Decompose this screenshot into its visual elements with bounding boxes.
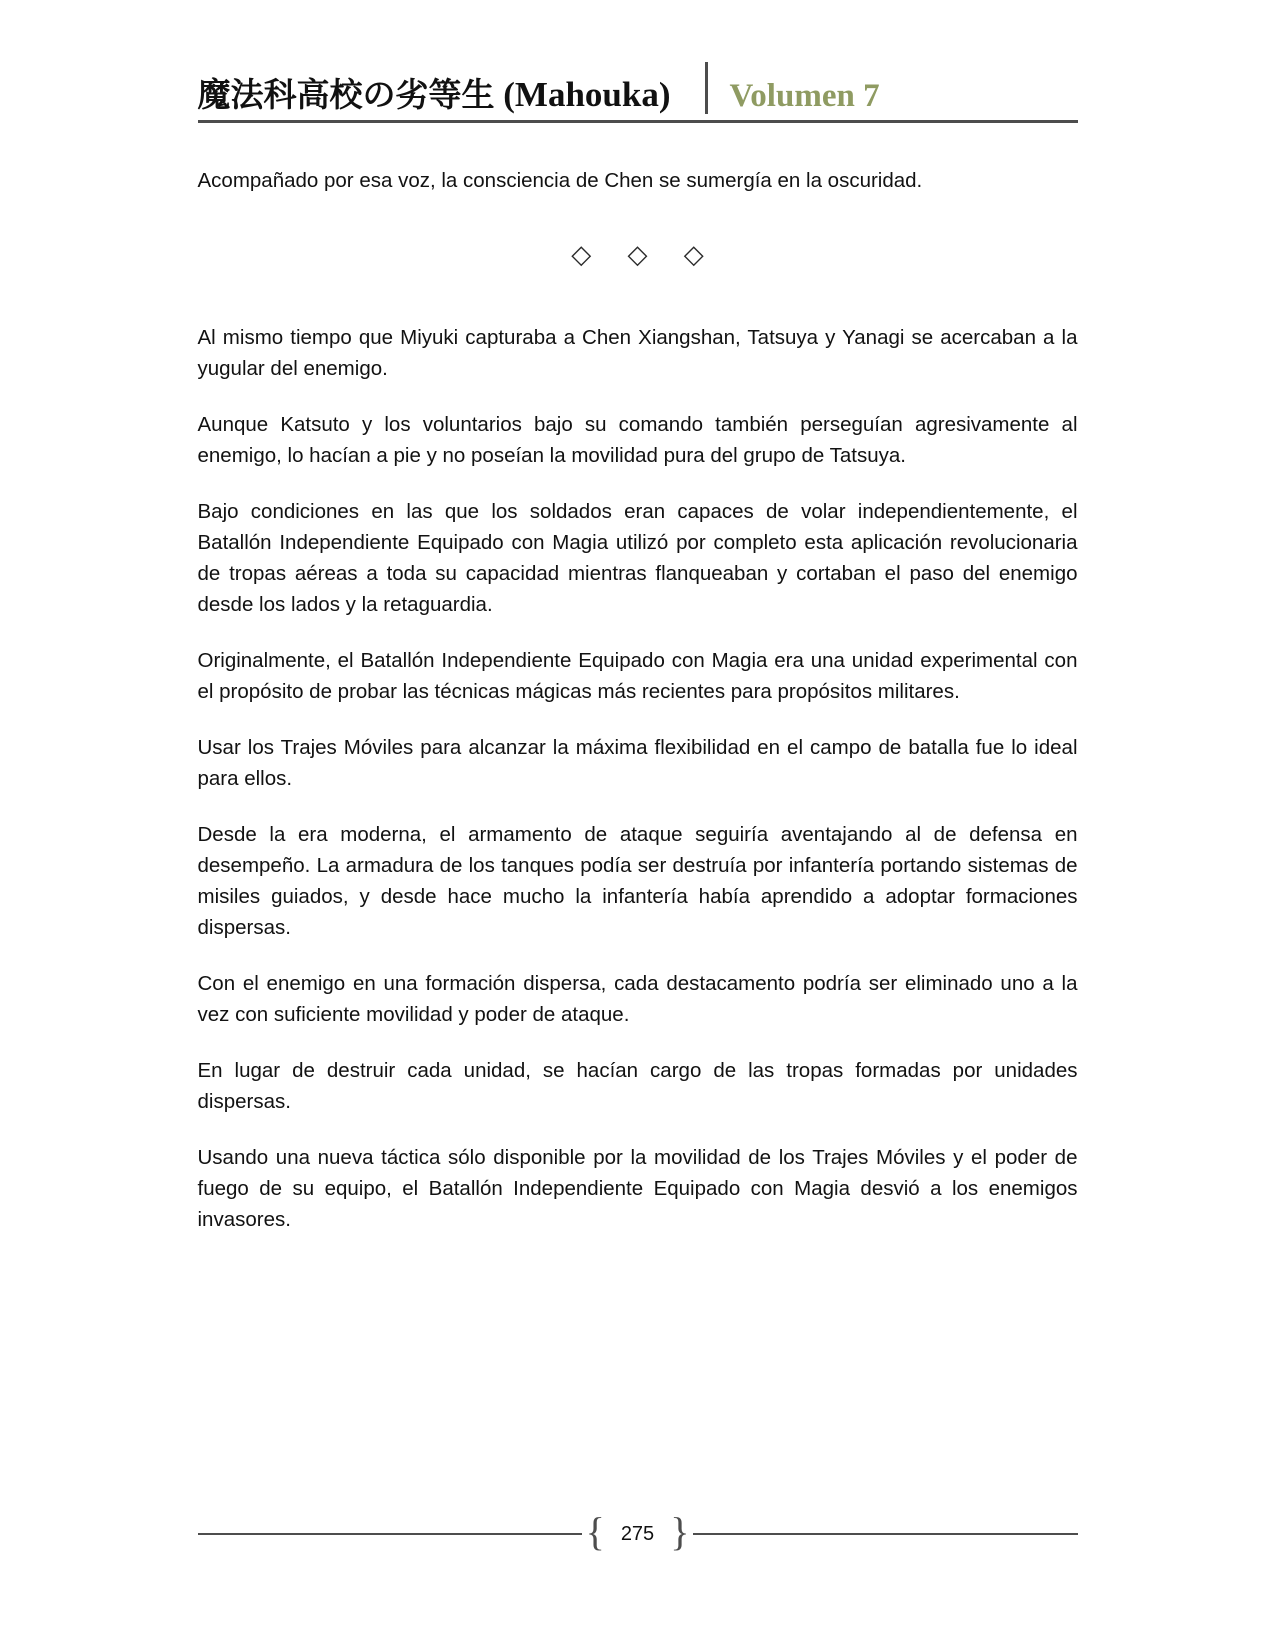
paragraph: En lugar de destruir cada unidad, se hacían cargo de las tropas formadas por unidades dispersas. bbox=[197, 1059, 1078, 1113]
page-header-row bbox=[198, 62, 1078, 123]
book-title-japanese: 魔法科高校の劣等生 bbox=[197, 74, 495, 114]
footer-rule-left bbox=[198, 1533, 582, 1535]
brace-right-icon: } bbox=[670, 1509, 690, 1554]
paragraph: Al mismo tiempo que Miyuki capturaba a Chen Xiangshan, Tatsuya y Yanagi se acercaban a la yugular del enemigo. bbox=[197, 326, 1078, 380]
scene-divider: ◇ ◇ ◇ bbox=[571, 240, 718, 270]
page-number: 275 bbox=[620, 1522, 655, 1545]
paragraph: Usar los Trajes Móviles para alcanzar la máxima flexibilidad en el campo de batalla fue lo ideal para ellos. bbox=[197, 736, 1078, 790]
page-footer bbox=[198, 1509, 1078, 1554]
paragraph: Usando una nueva táctica sólo disponible por la movilidad de los Trajes Móviles y el poder de fuego de su equipo, el Batallón Independiente Equipado con Magia desvió a los enemigos invasores. bbox=[197, 1146, 1078, 1231]
paragraph: Acompañado por esa voz, la consciencia de Chen se sumergía en la oscuridad. bbox=[197, 169, 923, 192]
page-header bbox=[198, 0, 1078, 123]
page-number-group bbox=[582, 1509, 694, 1554]
volume-label: Volumen 7 bbox=[729, 77, 880, 114]
brace-left-icon: { bbox=[585, 1509, 605, 1554]
paragraph: Originalmente, el Batallón Independiente Equipado con Magia era una unidad experimental con el propósito de probar las técnicas mágicas más recientes para propósitos militares. bbox=[197, 649, 1078, 703]
footer-rule-right bbox=[693, 1533, 1077, 1535]
paragraph: Bajo condiciones en las que los soldados eran capaces de volar independientemente, el Batallón Independiente Equipado con Magia utilizó por completo esta aplicación revolucionaria de tropas aéreas a toda su capacidad mientras flanqueaban y cortaban el paso del enemigo desde los lados y la retaguardia. bbox=[197, 500, 1078, 616]
paragraph: Con el enemigo en una formación dispersa, cada destacamento podría ser eliminado uno a la vez con suficiente movilidad y poder de ataque. bbox=[197, 972, 1078, 1026]
page-content bbox=[198, 123, 1078, 1235]
paragraph: Desde la era moderna, el armamento de ataque seguiría aventajando al de defensa en desempeño. La armadura de los tanques podía ser destruía por infantería portando sistemas de misiles guiados, y desde hace mucho la infantería había aprendido a adoptar formaciones dispersas. bbox=[197, 823, 1078, 939]
book-title bbox=[198, 76, 671, 115]
header-divider bbox=[705, 62, 708, 114]
paragraph: Aunque Katsuto y los voluntarios bajo su comando también perseguían agresivamente al enemigo, lo hacían a pie y no poseían la movilidad pura del grupo de Tatsuya. bbox=[197, 413, 1078, 467]
book-title-romaji: (Mahouka) bbox=[503, 74, 671, 114]
